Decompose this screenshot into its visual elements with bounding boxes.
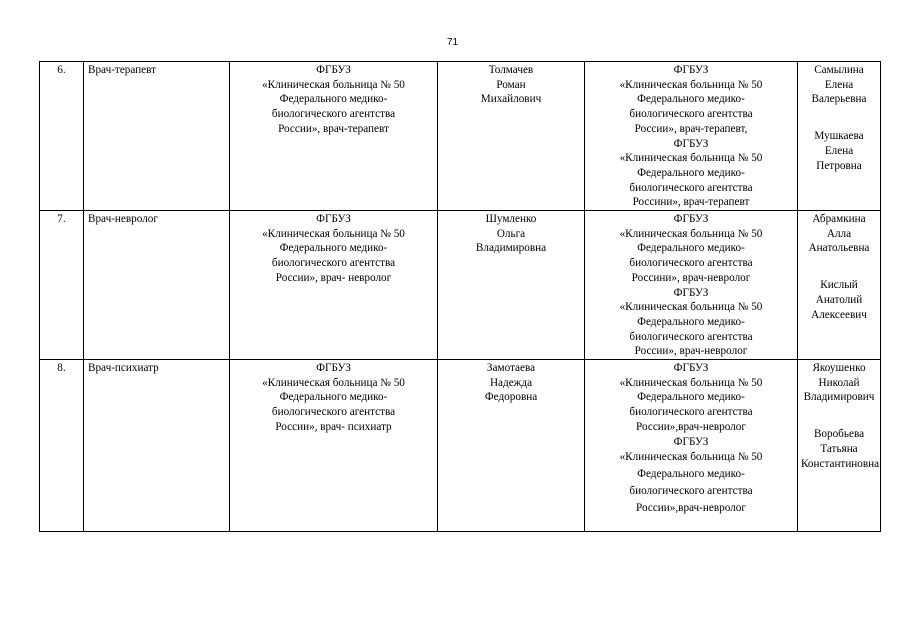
place-line: «Клиническая больница № 50 (619, 227, 763, 240)
place-line: Россини», врач-терапевт (632, 196, 750, 209)
organization-cell (230, 62, 438, 211)
place-line: Федерального медико- (637, 391, 745, 404)
organization-line: биологического агентства (271, 406, 396, 419)
mentor-patronymic: Петровна (816, 159, 862, 172)
mentor-first-name: Елена (824, 78, 854, 91)
place-line: биологического агентства (629, 485, 753, 498)
place-line: биологического агентства (629, 406, 753, 419)
specialty-cell: Врач-невролог (84, 211, 230, 360)
mentor-surname: Кислый (820, 279, 858, 292)
person-first-name: Надежда (489, 376, 533, 389)
mentor-surname: Абрамкина (812, 213, 866, 226)
mentor-surname: Мушкаева (814, 130, 864, 143)
place-line: России»,врач-невролог (636, 420, 746, 433)
place-line: Федерального медико- (637, 166, 745, 179)
place-line: Федерального медико- (637, 242, 745, 255)
row-number: 8. (40, 360, 84, 532)
person-surname: Шумленко (485, 213, 537, 226)
specialists-table (39, 61, 881, 532)
organization-cell (230, 360, 438, 532)
person-surname: Замотаева (486, 362, 536, 375)
mentor-surname: Якоушенко (812, 362, 866, 375)
place-line: ФГБУЗ (673, 362, 709, 375)
mentor-first-name: Николай (818, 376, 860, 389)
mentor-patronymic: Владимирович (803, 391, 875, 404)
organization-line: ФГБУЗ (316, 362, 351, 375)
mentor-first-name: Елена (824, 144, 854, 157)
person-patronymic: Федоровна (484, 391, 538, 404)
mentor-surname: Воробьева (813, 428, 865, 441)
place-line: «Клиническая больница № 50 (619, 451, 763, 464)
place-line: ФГБУЗ (673, 64, 709, 76)
person-patronymic: Владимировна (475, 242, 547, 255)
mentor-patronymic: Анатольевна (808, 242, 870, 255)
organization-line: «Клиническая больница № 50 (262, 78, 405, 91)
specialty-cell: Врач-психиатр (84, 360, 230, 532)
person-cell (438, 360, 585, 532)
organization-line: ФГБУЗ (316, 64, 351, 76)
place-line: России»,врач-невролог (636, 502, 746, 515)
person-first-name: Роман (496, 78, 526, 91)
practice-place-cell (585, 211, 798, 360)
organization-line: Федерального медико- (279, 93, 388, 106)
practice-place-cell (585, 62, 798, 211)
place-line: биологического агентства (629, 181, 753, 194)
organization-line: России», врач- психиатр (275, 420, 392, 433)
person-cell (438, 62, 585, 211)
mentor-first-name: Анатолий (815, 293, 863, 306)
place-line: Федерального медико- (637, 315, 745, 328)
person-patronymic: Михайлович (480, 93, 542, 106)
place-line: ФГБУЗ (673, 213, 709, 226)
mentor-cell (798, 211, 881, 360)
organization-cell (230, 211, 438, 360)
place-line: России», врач-невролог (634, 345, 748, 358)
organization-line: России», врач- невролог (275, 271, 392, 284)
place-line: «Клиническая больница № 50 (619, 78, 763, 91)
place-line: Федерального медико- (637, 93, 745, 106)
organization-line: ФГБУЗ (316, 213, 351, 226)
place-line: «Клиническая больница № 50 (619, 301, 763, 314)
place-line: Федерального медико- (637, 468, 745, 481)
table-row (40, 211, 881, 360)
organization-line: Федерального медико- (279, 391, 388, 404)
specialty-cell: Врач-терапевт (84, 62, 230, 211)
organization-line: биологического агентства (271, 108, 396, 121)
page-number: 71 (446, 37, 459, 48)
place-line: ФГБУЗ (673, 435, 709, 448)
mentor-surname: Самылина (814, 64, 864, 76)
organization-line: «Клиническая больница № 50 (262, 227, 405, 240)
place-line: России», врач-терапевт, (634, 122, 748, 135)
organization-line: биологического агентства (271, 257, 396, 270)
mentor-first-name: Алла (826, 227, 852, 240)
place-line: биологического агентства (629, 330, 753, 343)
table-row (40, 62, 881, 211)
row-number: 6. (40, 62, 84, 211)
mentor-first-name: Татьяна (820, 442, 858, 455)
person-surname: Толмачев (488, 64, 534, 76)
organization-line: «Клиническая больница № 50 (262, 376, 405, 389)
person-first-name: Ольга (496, 227, 526, 240)
place-line: ФГБУЗ (673, 286, 709, 299)
person-cell (438, 211, 585, 360)
place-line: биологического агентства (629, 257, 753, 270)
mentor-cell (798, 360, 881, 532)
place-line: биологического агентства (629, 108, 753, 121)
mentor-patronymic: Константиновна (801, 457, 880, 470)
mentor-cell (798, 62, 881, 211)
table-row (40, 360, 881, 532)
place-line: Россини», врач-невролог (631, 271, 751, 284)
place-line: «Клиническая больница № 50 (619, 376, 763, 389)
organization-line: Федерального медико- (279, 242, 388, 255)
place-line: «Клиническая больница № 50 (619, 152, 763, 165)
mentor-patronymic: Валерьевна (811, 93, 867, 106)
row-number: 7. (40, 211, 84, 360)
practice-place-cell (585, 360, 798, 532)
organization-line: России», врач-терапевт (278, 122, 389, 135)
place-line: ФГБУЗ (673, 137, 709, 150)
mentor-patronymic: Алексеевич (811, 308, 867, 321)
